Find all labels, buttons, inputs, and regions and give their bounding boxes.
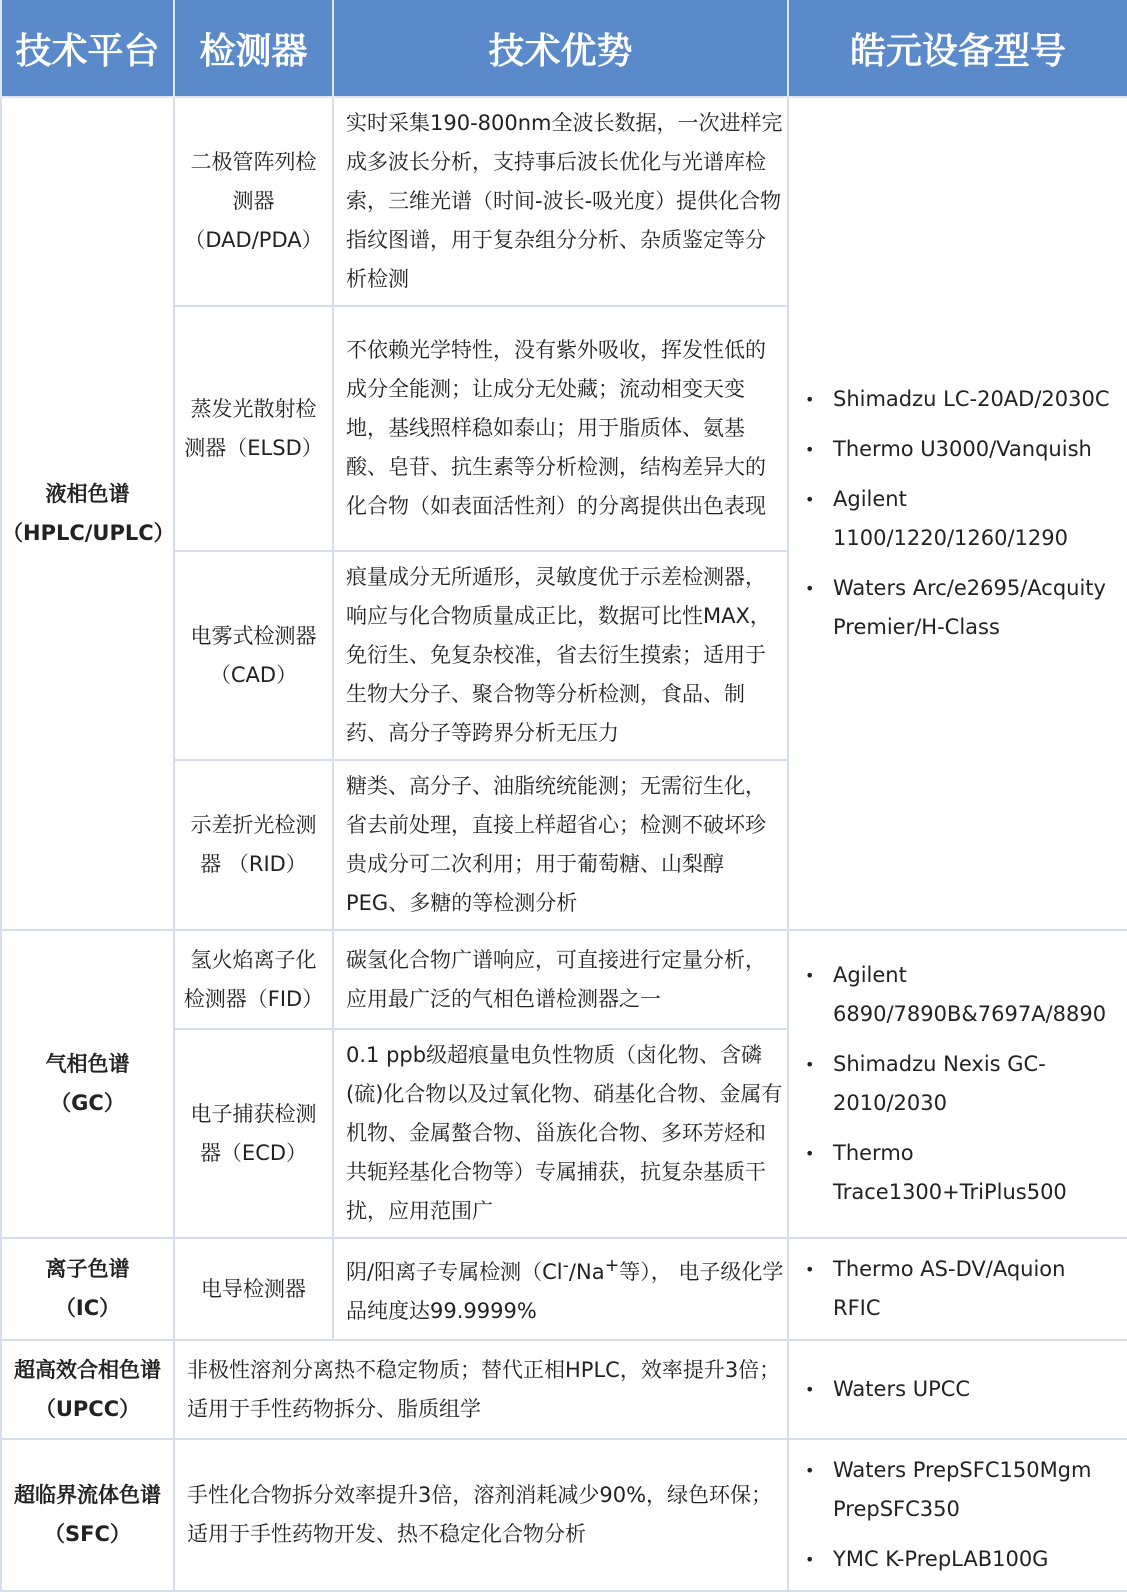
detector-elsd [174, 306, 333, 551]
header-models: 皓元设备型号 [788, 0, 1127, 97]
row-gc-fid [1, 930, 1127, 1029]
detector-ecd [174, 1029, 333, 1238]
platform-abbr: （GC） [50, 1091, 125, 1115]
model-item: • Waters PrepSFC150Mgm PrepSFC350 [805, 1451, 1115, 1529]
model-item: • YMC K-PrepLAB100G [805, 1540, 1115, 1579]
models-hplc [788, 97, 1127, 930]
model-list-hplc [805, 380, 1115, 647]
platform-abbr: （UPCC） [34, 1396, 141, 1421]
model-list-ic [805, 1250, 1115, 1328]
superscript-minus: - [562, 1256, 569, 1276]
advantage-ic [333, 1238, 788, 1340]
superscript-plus: + [604, 1256, 620, 1276]
detector-line: 检测器（FID） [183, 986, 324, 1011]
platform-abbr: （SFC） [44, 1522, 131, 1546]
platform-name: 气相色谱 [45, 1052, 130, 1076]
row-upcc [1, 1340, 1127, 1439]
advantage-dad: 实时采集190-800nm全波长数据，一次进样完成多波长分析，支持事后波长优化与光谱库检索，三维光谱（时间-波长-吸光度）提供化合物指纹图谱，用于复杂组分分析、杂质鉴定等分析检测 [333, 97, 788, 306]
model-item: • Shimadzu LC-20AD/2030C [805, 380, 1115, 419]
row-ic [1, 1238, 1127, 1340]
platform-hplc [1, 97, 174, 930]
platform-name: 液相色谱 [45, 481, 130, 506]
platform-abbr: （IC） [54, 1296, 121, 1320]
detector-line: 氢火焰离子化 [190, 947, 317, 972]
model-item: • Waters Arc/e2695/Acquity Premier/H-Class [805, 569, 1115, 647]
advantage-fid: 碳氢化合物广谱响应，可直接进行定量分析，应用最广泛的气相色谱检测器之一 [333, 930, 788, 1029]
advantage-cad: 痕量成分无所遁形，灵敏度优于示差检测器，响应与化合物质量成正比，数据可比性MAX，免衍生、免复杂校准，省去衍生摸索；适用于生物大分子、聚合物等分析检测，食品、制药、高分子等跨界分析无压力 [333, 551, 788, 760]
model-item: • Shimadzu Nexis GC-2010/2030 [805, 1045, 1115, 1123]
detector-line: 示差折光检测 [190, 813, 317, 837]
detector-line: 电雾式检测器 [190, 623, 317, 648]
advantage-upcc: 非极性溶剂分离热不稳定物质；替代正相HPLC，效率提升3倍；适用于手性药物拆分、脂质组学 [174, 1340, 788, 1439]
detector-line: 二极管阵列检 [190, 150, 317, 174]
detector-line: 器（ECD） [199, 1140, 308, 1165]
models-upcc [788, 1340, 1127, 1439]
models-ic [788, 1238, 1127, 1340]
model-item: • Thermo AS-DV/Aquion RFIC [805, 1250, 1115, 1328]
detector-rid [174, 760, 333, 930]
model-list-gc [805, 956, 1115, 1212]
detector-ic: 电导检测器 [174, 1238, 333, 1340]
detector-line: 器 （RID） [200, 852, 307, 876]
platform-name: 超高效合相色谱 [14, 1357, 161, 1382]
model-item: • Thermo U3000/Vanquish [805, 430, 1115, 469]
models-sfc [788, 1439, 1127, 1591]
model-item: • Waters UPCC [805, 1370, 1115, 1409]
detector-line: 蒸发光散射检 [190, 396, 317, 421]
detector-cad [174, 551, 333, 760]
detector-fid [174, 930, 333, 1029]
platform-abbr: （HPLC/UPLC） [2, 520, 175, 545]
header-row [1, 0, 1127, 97]
row-hplc-dad [1, 97, 1127, 306]
platform-ic [1, 1238, 174, 1340]
model-list-upcc [805, 1370, 1115, 1409]
platform-name: 超临界流体色谱 [14, 1483, 161, 1507]
detector-line: 电子捕获检测 [190, 1101, 317, 1126]
platform-upcc [1, 1340, 174, 1439]
row-sfc [1, 1439, 1127, 1591]
detector-line: 测器（ELSD） [184, 435, 323, 460]
model-item: • Thermo Trace1300+TriPlus500 [805, 1134, 1115, 1212]
header-platform: 技术平台 [1, 0, 174, 97]
models-gc [788, 930, 1127, 1238]
advantage-sfc: 手性化合物拆分效率提升3倍，溶剂消耗减少90%，绿色环保；适用于手性药物开发、热不稳定化合物分析 [174, 1439, 788, 1591]
platform-name: 离子色谱 [45, 1257, 130, 1281]
platform-sfc [1, 1439, 174, 1591]
advantage-ecd: 0.1 ppb级超痕量电负性物质（卤化物、含磷(硫)化合物以及过氧化物、硝基化合物、金属有机物、金属螯合物、甾族化合物、多环芳烃和共轭羟基化合物等）专属捕获，抗复杂基质干扰，应用范围广 [333, 1029, 788, 1238]
header-advantage: 技术优势 [333, 0, 788, 97]
header-detector: 检测器 [174, 0, 333, 97]
advantage-elsd: 不依赖光学特性，没有紫外吸收，挥发性低的成分全能测；让成分无处藏；流动相变天变地，基线照样稳如泰山；用于脂质体、氨基酸、皂苷、抗生素等分析检测，结构差异大的化合物（如表面活性剂）的分离提供出色表现 [333, 306, 788, 551]
detector-line: 测器 [232, 189, 275, 213]
model-list-sfc [805, 1451, 1115, 1579]
advantage-text: 等）， 电子级化学品纯度达99.9999% [346, 1260, 784, 1323]
model-item: • Agilent 6890/7890B&7697A/8890 [805, 956, 1115, 1034]
platform-gc [1, 930, 174, 1238]
detector-line: （CAD） [209, 662, 298, 687]
advantage-rid: 糖类、高分子、油脂统统能测；无需衍生化，省去前处理，直接上样超省心；检测不破坏珍贵成分可二次利用；用于葡萄糖、山梨醇PEG、多糖的等检测分析 [333, 760, 788, 930]
model-item: • Agilent 1100/1220/1260/1290 [805, 480, 1115, 558]
advantage-text: 阴/阳离子专属检测（Cl [346, 1260, 563, 1284]
detector-dad [174, 97, 333, 306]
detector-line: （DAD/PDA） [184, 228, 323, 252]
advantage-text: /Na [568, 1260, 605, 1284]
